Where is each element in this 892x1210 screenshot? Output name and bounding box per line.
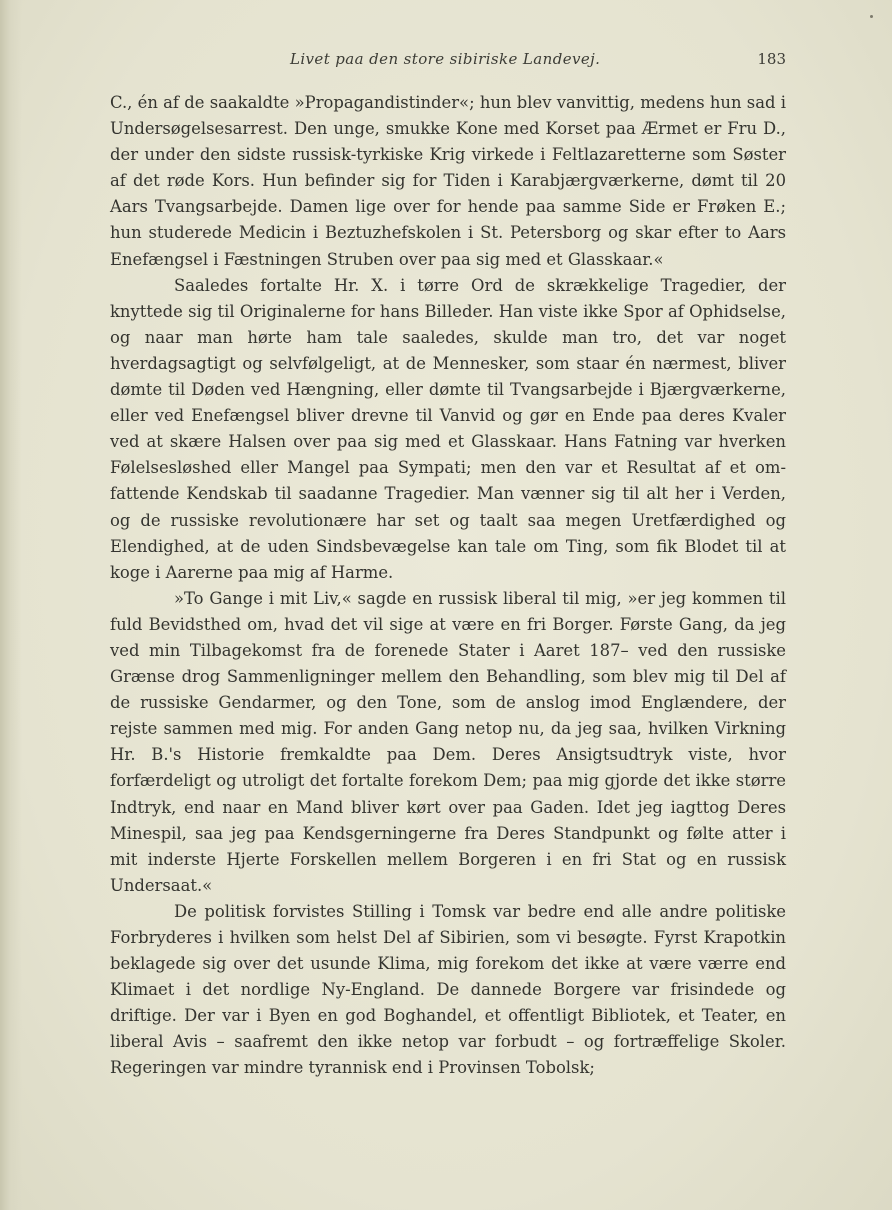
paragraph-1: C., én af de saakaldte »Propagandistinder«; hun blev vanvittig, medens hun sad i Undersøgelsesarrest. Den unge, smukke Kone med Korset paa Ærmet er Fru D., der under den sidste russisk-tyrkiske Krig virkede i Feltlazaretterne som Søster af det røde Kors. Hun befinder sig for Tiden i Karabjærgværkerne, dømt til 20 Aars Tvangsarbejde. Damen lige over for hende paa samme Side er Frøken E.; hun studerede Medicin i Beztuzhefskolen i St. Petersborg og skar efter to Aars Enefængsel i Fæstningen Struben over paa sig med et Glasskaar.« xyxy=(110,93,786,269)
paragraph-2: Saaledes fortalte Hr. X. i tørre Ord de skrækkelige Tragedier, der knyttede sig til Originalerne for hans Billeder. Han viste ikke Spor af Ophidselse, og naar man hørte ham tale saaledes, skulde man tro, det var noget hverdagsagtigt og selvfølgeligt, at de Mennesker, som staar én nærmest, bliver dømte til Døden ved Hængning, eller dømte til Tvangsarbejde i Bjærgværkerne, eller ved Enefængsel bliver drevne til Vanvid og gør en Ende paa deres Kvaler ved at skære Halsen over paa sig med et Glasskaar. Hans Fatning var hverken Følelsesløshed eller Mangel paa Sympati; men den var et Resultat af et omfattende Kendskab til saadanne Tragedier. Man vænner sig til alt her i Verden, og de russiske revolutionære har set og taalt saa megen Uretfærdighed og Elendighed, at de uden Sindsbevægelse kan tale om Ting, som fik Blodet til at koge i Aarerne paa mig af Harme. xyxy=(110,275,786,582)
running-title: Livet paa den store sibiriske Landevej. xyxy=(290,50,601,68)
body-text xyxy=(110,90,786,1082)
paragraph-4: De politisk forvistes Stilling i Tomsk var bedre end alle andre politiske Forbryderes i hvilken som helst Del af Sibirien, som vi besøgte. Fyrst Krapotkin beklagede sig over det usunde Klima, mig forekom det ikke at være værre end Klimaet i det nordlige Ny-England. De dannede Borgere var frisindede og driftige. Der var i Byen en god Boghandel, et offentligt Bibliotek, et Teater, en liberal Avis – saafremt den ikke netop var forbudt – og fortræffelige Skoler. Regeringen var mindre tyrannisk end i Provinsen Tobolsk; xyxy=(110,901,786,1078)
running-header xyxy=(110,50,786,72)
page-number: 183 xyxy=(757,50,786,68)
binding-gutter-shadow xyxy=(0,0,22,1210)
paper-speck xyxy=(870,15,873,18)
paragraph-3: »To Gange i mit Liv,« sagde en russisk liberal til mig, »er jeg kommen til fuld Bevidsthed om, hvad det vil sige at være en fri Borger. Første Gang, da jeg ved min Tilbagekomst fra de forenede Stater i Aaret 187– ved den russiske Grænse drog Sammenligninger mellem den Behandling, som blev mig til Del af de russiske Gendarmer, og den Tone, som de anslog imod Englændere, der rejste sammen med mig. For anden Gang netop nu, da jeg saa, hvilken Virkning Hr. B.'s Historie fremkaldte paa Dem. Deres Ansigtsudtryk viste, hvor forfærdeligt og utroligt det fortalte forekom Dem; paa mig gjorde det ikke større Indtryk, end naar en Mand bliver kørt over paa Gaden. Idet jeg iagttog Deres Minespil, saa jeg paa Kendsgerningerne fra Deres Standpunkt og følte atter i mit inderste Hjerte Forskellen mellem Borgeren i en fri Stat og en russisk Undersaat.« xyxy=(110,588,786,895)
